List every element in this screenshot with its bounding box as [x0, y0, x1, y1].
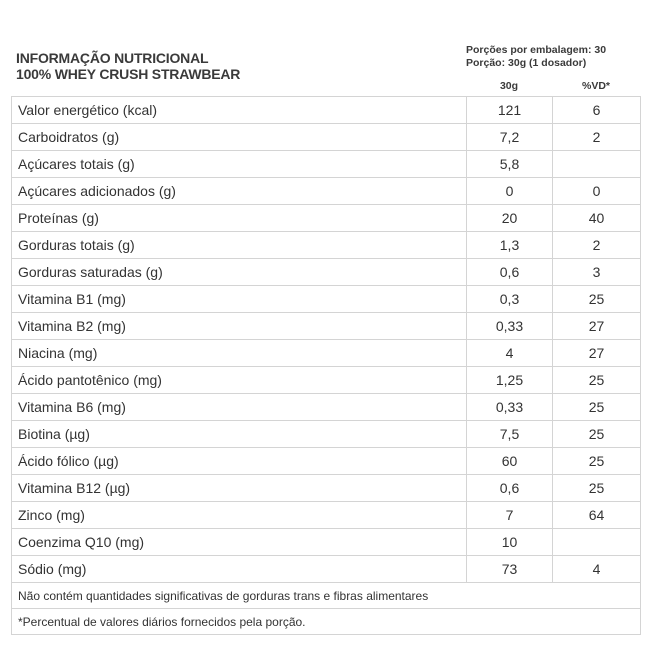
daily-value: 27: [553, 340, 641, 367]
servings-per-package: Porções por embalagem: 30: [466, 44, 607, 56]
amount-value: 60: [467, 448, 553, 475]
table-row: [12, 448, 641, 475]
nutrient-name: Proteínas (g): [12, 205, 467, 232]
table-row: [12, 367, 641, 394]
nutrient-name: Ácido pantotênico (mg): [12, 367, 467, 394]
amount-value: 7,2: [467, 124, 553, 151]
daily-value: 0: [553, 178, 641, 205]
amount-value: 1,25: [467, 367, 553, 394]
table-row: [12, 286, 641, 313]
nutrient-name: Vitamina B6 (mg): [12, 394, 467, 421]
table-row: [12, 124, 641, 151]
table-row: [12, 529, 641, 556]
column-header-dv: %VD*: [581, 80, 610, 92]
amount-value: 0,33: [467, 313, 553, 340]
nutrient-name: Açúcares adicionados (g): [12, 178, 467, 205]
amount-value: 20: [467, 205, 553, 232]
footnote-trans-fat: Não contém quantidades significativas de gorduras trans e fibras alimentares: [12, 583, 641, 609]
nutrient-name: Vitamina B12 (µg): [12, 475, 467, 502]
amount-value: 0,3: [467, 286, 553, 313]
daily-value: 25: [553, 421, 641, 448]
serving-size: Porção: 30g (1 dosador): [466, 57, 587, 69]
nutrient-name: Vitamina B2 (mg): [12, 313, 467, 340]
daily-value: 27: [553, 313, 641, 340]
amount-value: 121: [467, 97, 553, 124]
nutrient-name: Biotina (µg): [12, 421, 467, 448]
nutrient-name: Niacina (mg): [12, 340, 467, 367]
serving-info: [466, 44, 606, 70]
daily-value: [553, 529, 641, 556]
daily-value: 2: [553, 124, 641, 151]
table-row: [12, 259, 641, 286]
nutrient-name: Valor energético (kcal): [12, 97, 467, 124]
nutrient-name: Zinco (mg): [12, 502, 467, 529]
daily-value: [553, 151, 641, 178]
title-line-1: INFORMAÇÃO NUTRICIONAL: [16, 50, 209, 66]
nutrient-name: Sódio (mg): [12, 556, 467, 583]
table-title: [16, 50, 240, 82]
daily-value: 4: [553, 556, 641, 583]
amount-value: 7,5: [467, 421, 553, 448]
table-row: [12, 340, 641, 367]
daily-value: 25: [553, 286, 641, 313]
amount-value: 5,8: [467, 151, 553, 178]
nutrient-name: Carboidratos (g): [12, 124, 467, 151]
title-line-2: 100% WHEY CRUSH STRAWBEAR: [16, 66, 241, 82]
table-row: [12, 475, 641, 502]
daily-value: 64: [553, 502, 641, 529]
daily-value: 2: [553, 232, 641, 259]
table-row: [12, 205, 641, 232]
nutrition-table-body: [12, 97, 641, 583]
daily-value: 40: [553, 205, 641, 232]
footnote-row: [12, 609, 641, 635]
daily-value: 25: [553, 367, 641, 394]
nutrient-name: Coenzima Q10 (mg): [12, 529, 467, 556]
nutrient-name: Vitamina B1 (mg): [12, 286, 467, 313]
footnote-daily-values: *Percentual de valores diários fornecidos pela porção.: [12, 609, 641, 635]
table-row: [12, 421, 641, 448]
nutrient-name: Açúcares totais (g): [12, 151, 467, 178]
amount-value: 0,6: [467, 475, 553, 502]
nutrient-name: Gorduras saturadas (g): [12, 259, 467, 286]
nutrient-name: Gorduras totais (g): [12, 232, 467, 259]
table-row: [12, 232, 641, 259]
amount-value: 0: [467, 178, 553, 205]
table-row: [12, 556, 641, 583]
table-row: [12, 97, 641, 124]
daily-value: 3: [553, 259, 641, 286]
nutrient-name: Ácido fólico (µg): [12, 448, 467, 475]
amount-value: 10: [467, 529, 553, 556]
amount-value: 4: [467, 340, 553, 367]
table-row: [12, 313, 641, 340]
table-row: [12, 151, 641, 178]
amount-value: 0,6: [467, 259, 553, 286]
column-header-amount: 30g: [499, 80, 519, 92]
table-row: [12, 502, 641, 529]
amount-value: 1,3: [467, 232, 553, 259]
daily-value: 25: [553, 394, 641, 421]
amount-value: 7: [467, 502, 553, 529]
nutrition-table: [11, 96, 641, 635]
amount-value: 0,33: [467, 394, 553, 421]
amount-value: 73: [467, 556, 553, 583]
daily-value: 6: [553, 97, 641, 124]
table-row: [12, 178, 641, 205]
daily-value: 25: [553, 475, 641, 502]
footnote-row: [12, 583, 641, 609]
daily-value: 25: [553, 448, 641, 475]
table-row: [12, 394, 641, 421]
